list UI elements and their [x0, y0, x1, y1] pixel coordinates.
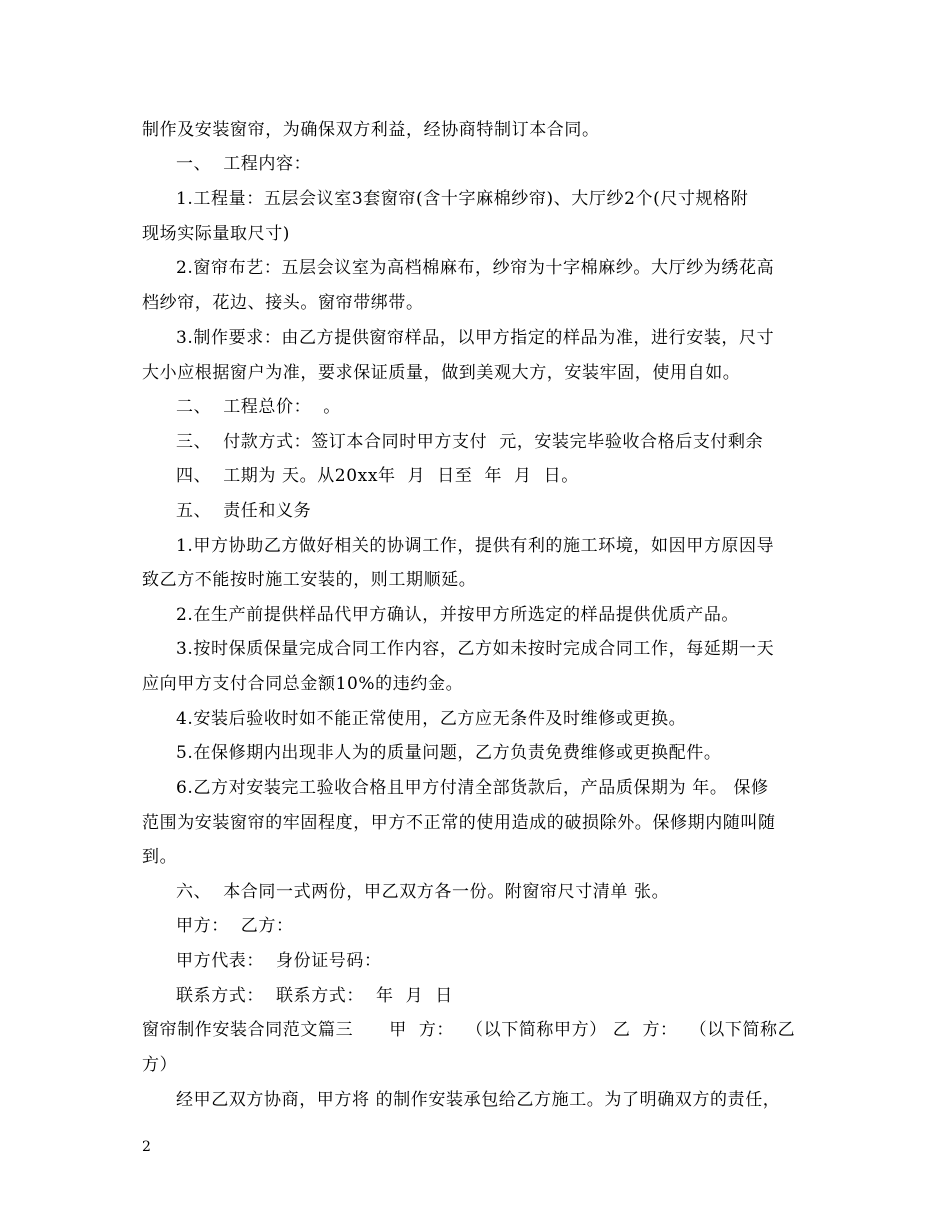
signature-line: 甲方： 乙方：: [176, 916, 294, 936]
body-line: 1.工程量：五层会议室3套窗帘(含十字麻棉纱帘)、大厅纱2个(尺寸规格附: [176, 189, 749, 209]
body-line: 档纱帘，花边、接头。窗帘带绑带。: [142, 293, 424, 313]
body-line: 应向甲方支付合同总金额10%的违约金。: [142, 674, 464, 694]
signature-line: 联系方式： 联系方式： 年 月 日: [176, 986, 453, 1006]
section-heading: 一、 工程内容：: [176, 154, 312, 174]
body-line: 现场实际量取尺寸): [142, 224, 291, 244]
body-line: 3.制作要求：由乙方提供窗帘样品，以甲方指定的样品为准，进行安装，尺寸: [176, 328, 775, 348]
body-line: 经甲乙双方协商，甲方将 的制作安装承包给乙方施工。为了明确双方的责任，: [176, 1090, 781, 1110]
body-line: 6.乙方对安装完工验收合格且甲方付清全部货款后，产品质保期为 年。 保修: [176, 778, 769, 798]
body-line: 制作及安装窗帘，为确保双方利益，经协商特制订本合同。: [142, 120, 600, 140]
body-line: 4.安装后验收时如不能正常使用，乙方应无条件及时维修或更换。: [176, 709, 687, 729]
signature-line: 甲方代表： 身份证号码：: [176, 951, 382, 971]
body-line: 窗帘制作安装合同范文篇三 甲 方： （以下简称甲方） 乙 方： （以下简称乙: [142, 1020, 796, 1040]
body-line: 1.甲方协助乙方做好相关的协调工作，提供有利的施工环境，如因甲方原因导: [176, 536, 775, 556]
section-heading: 六、 本合同一式两份，甲乙双方各一份。附窗帘尺寸清单 张。: [176, 882, 670, 902]
section-heading: 五、 责任和义务: [176, 501, 312, 521]
section-heading: 四、 工期为 天。从20xx年 月 日至 年 月 日。: [176, 466, 579, 486]
body-line: 5.在保修期内出现非人为的质量问题，乙方负责免费维修或更换配件。: [176, 743, 722, 763]
body-line: 致乙方不能按时施工安装的，则工期顺延。: [142, 570, 477, 590]
section-heading: 三、 付款方式：签订本合同时甲方支付 元，安装完毕验收合格后支付剩余: [176, 432, 764, 452]
body-line: 大小应根据窗户为准，要求保证质量，做到美观大方，安装牢固，使用自如。: [142, 363, 741, 383]
page-number: 2: [142, 1139, 151, 1155]
body-line: 到。: [142, 847, 178, 867]
body-line: 2.在生产前提供样品代甲方确认，并按甲方所选定的样品提供优质产品。: [176, 605, 740, 625]
body-line: 范围为安装窗帘的牢固程度，甲方不正常的使用造成的破损除外。保修期内随叫随: [142, 813, 776, 833]
body-line: 2.窗帘布艺：五层会议室为高档棉麻布，纱帘为十字棉麻纱。大厅纱为绣花高: [176, 258, 775, 278]
section-heading: 二、 工程总价： 。: [176, 397, 341, 417]
body-line: 3.按时保质保量完成合同工作内容，乙方如未按时完成合同工作，每延期一天: [176, 639, 775, 659]
body-line: 方）: [142, 1055, 178, 1075]
